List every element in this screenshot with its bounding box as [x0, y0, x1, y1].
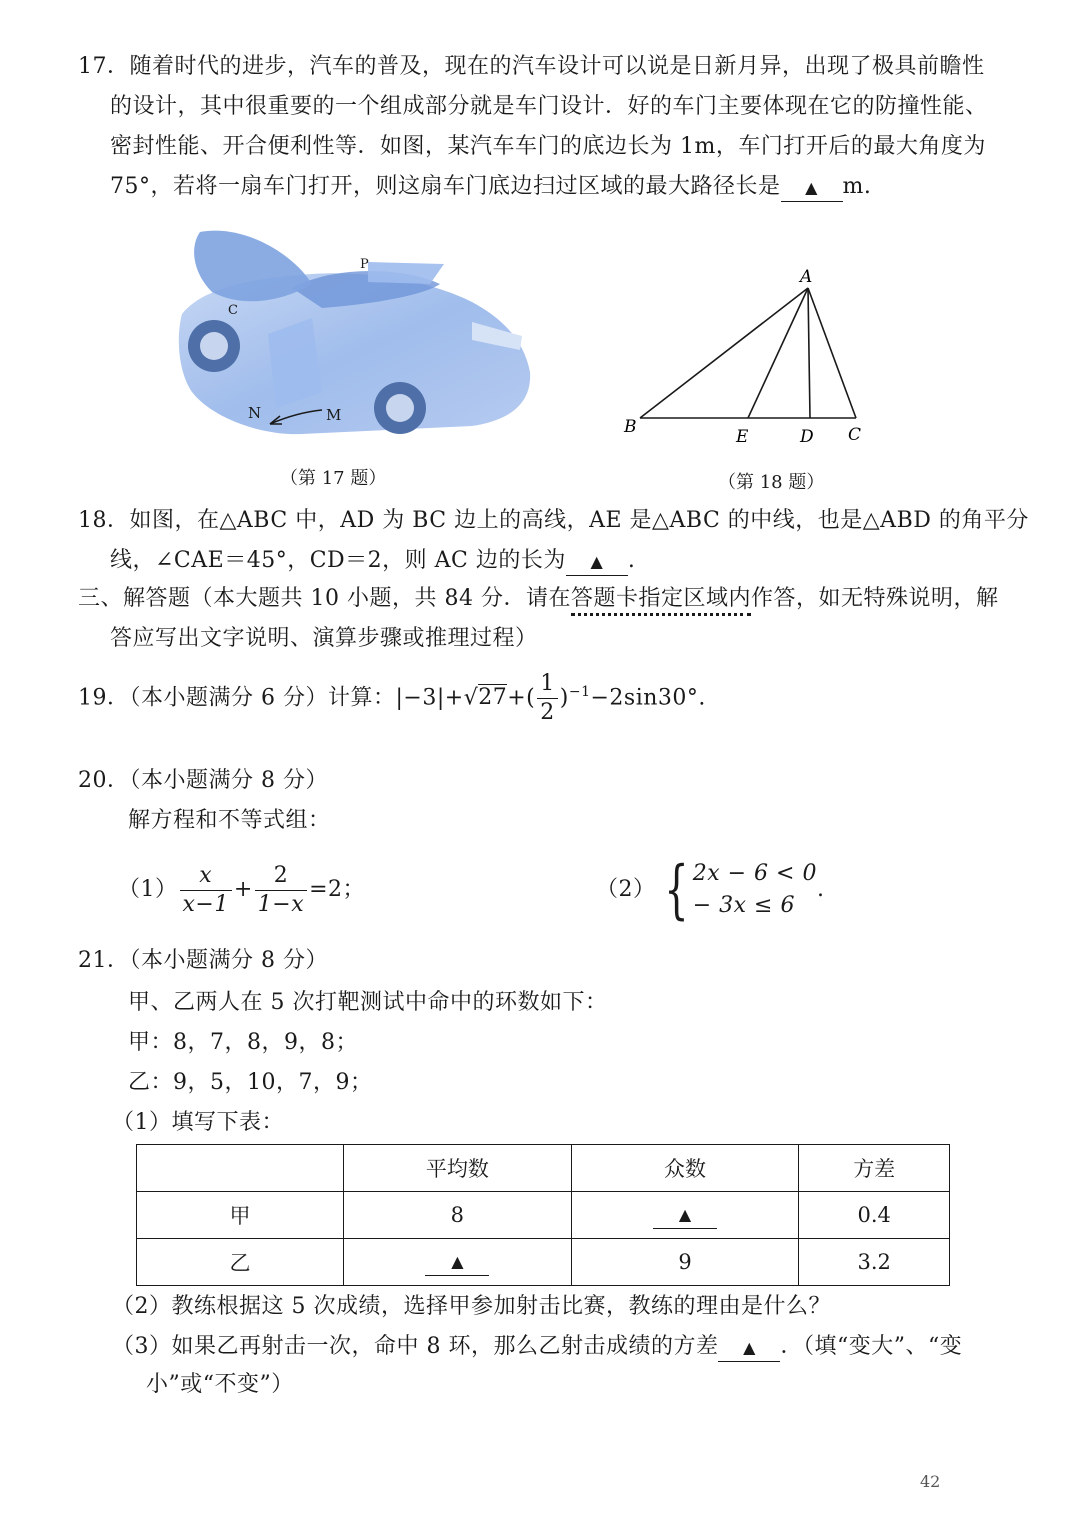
table-cell: 甲 [137, 1192, 344, 1239]
q21-yi-scores: 乙：9，5，10，7，9； [128, 1070, 373, 1095]
q20-fraction-1 [180, 862, 232, 919]
q17-answer-blank[interactable] [781, 174, 843, 202]
q17-line-3: 密封性能、开合便利性等．如图，某汽车车门的底边长为 1m，车门打开后的最大角度为 [110, 134, 986, 159]
q20-plus: + [233, 877, 253, 902]
car-label-p: P [360, 257, 369, 272]
q21-answer-blank[interactable] [718, 1334, 780, 1362]
car-label-n: N [248, 404, 262, 422]
answer-blank[interactable]: ▲ [653, 1202, 717, 1229]
table-cell: 3.2 [799, 1239, 950, 1286]
q20-p1-label: （1） [118, 877, 178, 902]
table-header-cell: 平均数 [344, 1145, 572, 1192]
q17-line-4-text: 75°，若将一扇车门打开，则这扇车门底边扫过区域的最大路径长是 [110, 174, 781, 199]
q17-line-2: 的设计，其中很重要的一个组成部分就是车门设计．好的车门主要体现在它的防撞性能、 [110, 94, 988, 119]
q19-plus-2: +( [507, 685, 536, 711]
q19-prefix: 19．（本小题满分 6 分）计算： [78, 685, 396, 711]
q19-close: ) [559, 685, 569, 711]
q18-answer-blank[interactable] [566, 548, 628, 576]
q21-intro: 甲、乙两人在 5 次打靶测试中命中的环数如下： [128, 990, 608, 1015]
table-row [137, 1192, 950, 1239]
q20-p2-label: （2） [596, 877, 656, 902]
q19-exponent: −1 [568, 684, 591, 700]
label-a: A [800, 267, 813, 287]
section3-emphasis: 答题卡指定区域内 [571, 586, 751, 616]
section3-line-2: 答应写出文字说明、演算步骤或推理过程） [110, 626, 538, 651]
table-cell-blank[interactable] [571, 1192, 799, 1239]
answer-blank[interactable]: ▲ [425, 1249, 489, 1276]
q19-sqrt-sign: √ [463, 685, 479, 711]
q20-rhs: =2； [309, 877, 366, 902]
q21-part-3-line-1 [112, 1332, 962, 1362]
q20-f2-den: 1−x [257, 891, 305, 917]
table-header-row [137, 1145, 950, 1192]
table-header-cell: 方差 [799, 1145, 950, 1192]
q17-unit: m. [842, 174, 872, 199]
table-cell: 0.4 [799, 1192, 950, 1239]
q19-frac-den: 2 [540, 699, 555, 725]
brace-icon: { [663, 853, 689, 927]
q17-line-1: 17．随着时代的进步，汽车的普及，现在的汽车设计可以说是日新月异，出现了极具前瞻性 [78, 54, 985, 79]
q19-tail: −2sin30°. [590, 685, 706, 711]
q18-line-2 [110, 546, 635, 576]
q21-part-2: （2）教练根据这 5 次成绩，选择甲参加射击比赛，教练的理由是什么？ [112, 1294, 831, 1319]
blank-marker: ▲ [805, 178, 818, 197]
label-e: E [736, 427, 749, 447]
q20-part-1 [118, 858, 365, 922]
section3-line-1 [78, 584, 999, 614]
fig17-caption: （第 17 题） [280, 468, 387, 489]
table-cell: 9 [571, 1239, 799, 1286]
table-row [137, 1239, 950, 1286]
q19-plus-1: + [444, 685, 464, 711]
section3-text-b: 作答，如无特殊说明，解 [750, 586, 999, 611]
label-d: D [800, 427, 814, 447]
q19-frac-num: 1 [537, 670, 558, 699]
q19-sqrt-arg: 27 [478, 685, 508, 711]
q19-abs: |−3| [395, 685, 445, 711]
q21-header: 21．（本小题满分 8 分） [78, 948, 328, 973]
q17-line-4 [110, 172, 871, 202]
car-label-m: M [326, 406, 342, 424]
q20-f1-num: x [180, 862, 232, 891]
blank-marker: ▲ [743, 1338, 756, 1357]
car-label-c: C [228, 303, 238, 318]
q20-part-2 [596, 853, 825, 927]
car-figure [172, 222, 542, 452]
table-header-cell: 众数 [571, 1145, 799, 1192]
label-c: C [848, 425, 862, 445]
q21-jia-scores: 甲：8，7，8，9，8； [128, 1030, 358, 1055]
q20-f1-den: x−1 [182, 891, 229, 917]
q18-line-1: 18．如图，在△ABC 中，AD 为 BC 边上的高线，AE 是△ABC 的中线，也是△ABD 的角平分 [78, 508, 1029, 533]
q21-p3-text: （3）如果乙再射击一次，命中 8 环，那么乙射击成绩的方差 [112, 1334, 719, 1359]
q21-part-1: （1）填写下表： [112, 1110, 284, 1135]
q20-fraction-2 [255, 862, 307, 919]
q20-eq-2: − 3x ≤ 6 [692, 893, 795, 918]
q20-intro: 解方程和不等式组： [128, 808, 331, 833]
q18-period: . [627, 548, 636, 573]
label-b: B [624, 417, 637, 437]
blank-marker: ▲ [590, 552, 604, 571]
triangle-figure [612, 262, 882, 452]
table-cell: 乙 [137, 1239, 344, 1286]
q18-line-2-text: 线，∠CAE＝45°，CD＝2，则 AC 边的长为 [110, 548, 566, 573]
table-cell-blank[interactable] [344, 1239, 572, 1286]
q19-fraction [537, 670, 558, 727]
table-header-cell [137, 1145, 344, 1192]
table-cell: 8 [344, 1192, 572, 1239]
q20-system [693, 858, 817, 922]
q20-p2-end: . [816, 877, 825, 902]
q21-p3-post: ．（填“变大”、“变 [780, 1334, 963, 1359]
q21-part-3-line-2: 小”或“不变”） [146, 1372, 294, 1397]
q20-f2-num: 2 [255, 862, 307, 891]
q20-eq-1: 2x − 6 < 0 [692, 861, 817, 886]
fig18-caption: （第 18 题） [718, 472, 825, 493]
score-table [136, 1144, 950, 1286]
page-number: 42 [920, 1472, 941, 1491]
q19-line [78, 664, 706, 727]
section3-text-a: 三、解答题（本大题共 10 小题，共 84 分．请在 [78, 586, 571, 611]
q20-header: 20．（本小题满分 8 分） [78, 768, 328, 793]
